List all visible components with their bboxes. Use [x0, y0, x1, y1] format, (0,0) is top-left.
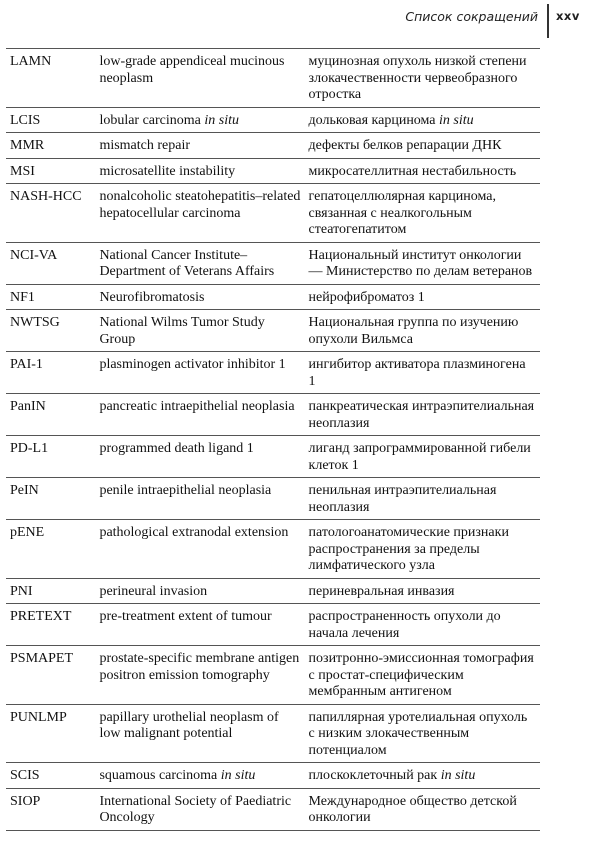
russian-term-text: муцинозная опухоль низкой степени злокачественности червеобразного отростка	[308, 54, 527, 102]
english-term-cell	[95, 310, 304, 352]
abbreviation-cell: PAI-1	[6, 352, 95, 394]
abbreviation-cell: MMR	[6, 133, 95, 159]
russian-term-text: Национальный институт онкологии — Министерство по делам ветеранов	[308, 247, 533, 279]
russian-term-cell	[305, 478, 540, 520]
abbreviation-cell: PRETEXT	[6, 604, 95, 646]
abbreviation-cell: MSI	[6, 158, 95, 184]
abbreviation-cell: NF1	[6, 284, 95, 310]
table-row	[6, 394, 540, 436]
english-term-cell	[95, 158, 304, 184]
abbreviation-cell: PUNLMP	[6, 704, 95, 763]
russian-term-text: панкреатическая интраэпителиальная неоплазия	[308, 399, 535, 431]
abbreviation-cell: pENE	[6, 520, 95, 579]
russian-term-italic: in situ	[439, 112, 474, 128]
russian-term-text: нейрофиброматоз 1	[308, 289, 425, 305]
english-term-cell	[95, 763, 304, 789]
english-term-cell	[95, 242, 304, 284]
russian-term-text: дольковая карцинома	[308, 112, 440, 128]
english-term-cell	[95, 184, 304, 243]
table-row	[6, 158, 540, 184]
abbreviation-cell: SCIS	[6, 763, 95, 789]
russian-term-cell	[305, 158, 540, 184]
russian-term-cell	[305, 107, 540, 133]
russian-term-cell	[305, 284, 540, 310]
abbreviation-cell: NCI-VA	[6, 242, 95, 284]
abbreviation-cell: LAMN	[6, 49, 95, 108]
english-term-cell	[95, 646, 304, 705]
table-row	[6, 478, 540, 520]
abbreviation-cell: SIOP	[6, 788, 95, 830]
english-term-cell	[95, 49, 304, 108]
table-row	[6, 184, 540, 243]
russian-term-cell	[305, 604, 540, 646]
english-term-text: squamous carcinoma	[99, 768, 221, 783]
abbreviations-table-body	[6, 49, 540, 831]
table-row	[6, 578, 540, 604]
table-row	[6, 646, 540, 705]
page-header	[0, 0, 590, 40]
abbreviation-cell: PanIN	[6, 394, 95, 436]
table-row	[6, 520, 540, 579]
english-term-cell	[95, 107, 304, 133]
table-row	[6, 49, 540, 108]
english-term-cell	[95, 352, 304, 394]
english-term-italic: in situ	[220, 768, 256, 783]
table-row	[6, 604, 540, 646]
abbreviation-cell: PeIN	[6, 478, 95, 520]
russian-term-cell	[305, 49, 540, 108]
abbreviation-cell: NASH-HCC	[6, 184, 95, 243]
abbreviation-cell: LCIS	[6, 107, 95, 133]
russian-term-cell	[305, 763, 540, 789]
table-row	[6, 352, 540, 394]
english-term-text: nonalcoholic steatohepatitis–related hepatocellular carcinoma	[99, 189, 301, 221]
russian-term-cell	[305, 704, 540, 763]
russian-term-text: патологоанатомические признаки распространения за пределы лимфатического узла	[308, 525, 509, 573]
russian-term-text: позитронно-эмиссионная томография с простат-специфическим мембранным антигеном	[308, 651, 534, 699]
russian-term-italic: in situ	[440, 768, 476, 783]
english-term-text: prostate-specific membrane antigen positron emission tomography	[99, 651, 300, 683]
english-term-cell	[95, 604, 304, 646]
english-term-text: pre-treatment extent of tumour	[99, 609, 272, 624]
english-term-text: low-grade appendiceal mucinous neoplasm	[99, 54, 285, 86]
english-term-text: National Wilms Tumor Study Group	[99, 315, 265, 347]
abbreviation-cell: PD-L1	[6, 436, 95, 478]
russian-term-cell	[305, 184, 540, 243]
english-term-text: National Cancer Institute–Department of Veterans Affairs	[99, 247, 275, 279]
russian-term-cell	[305, 436, 540, 478]
english-term-text: papillary urothelial neoplasm of low malignant potential	[99, 709, 279, 741]
russian-term-text: микросателлитная нестабильность	[308, 163, 517, 179]
russian-term-text: лиганд запрограммированной гибели клеток 1	[308, 441, 531, 473]
table-row	[6, 284, 540, 310]
table-row	[6, 704, 540, 763]
russian-term-text: плоскоклеточный рак	[308, 768, 441, 783]
running-title: Список сокращений	[405, 9, 538, 24]
english-term-cell	[95, 284, 304, 310]
english-term-cell	[95, 578, 304, 604]
table-row	[6, 310, 540, 352]
russian-term-cell	[305, 646, 540, 705]
abbreviations-table	[6, 48, 540, 831]
russian-term-text: распространенность опухоли до начала лечения	[308, 609, 501, 641]
english-term-text: penile intraepithelial neoplasia	[99, 483, 272, 498]
table-row	[6, 133, 540, 159]
english-term-italic: in situ	[204, 112, 240, 128]
russian-term-text: дефекты белков репарации ДНК	[308, 138, 502, 153]
table-row	[6, 107, 540, 133]
table-row	[6, 436, 540, 478]
russian-term-text: пенильная интраэпителиальная неоплазия	[308, 483, 497, 515]
english-term-text: Neurofibromatosis	[99, 289, 205, 305]
russian-term-text: Международное общество детской онкологии	[308, 793, 517, 825]
english-term-text: perineural invasion	[99, 583, 208, 599]
russian-term-cell	[305, 394, 540, 436]
english-term-cell	[95, 133, 304, 159]
russian-term-text: Национальная группа по изучению опухоли Вильмса	[308, 315, 519, 347]
english-term-cell	[95, 520, 304, 579]
abbreviation-cell: NWTSG	[6, 310, 95, 352]
table-row	[6, 788, 540, 830]
english-term-cell	[95, 478, 304, 520]
english-term-text: International Society of Paediatric Oncology	[99, 793, 292, 825]
abbreviation-cell: PSMAPET	[6, 646, 95, 705]
abbreviation-cell: PNI	[6, 578, 95, 604]
russian-term-text: периневральная инвазия	[308, 583, 455, 599]
russian-term-text: гепатоцеллюлярная карцинома, связанная с неалкогольным стеатогепатитом	[308, 189, 496, 237]
table-row	[6, 763, 540, 789]
english-term-text: mismatch repair	[99, 138, 191, 153]
english-term-cell	[95, 394, 304, 436]
russian-term-cell	[305, 352, 540, 394]
russian-term-cell	[305, 310, 540, 352]
russian-term-text: ингибитор активатора плазминогена 1	[308, 357, 526, 389]
english-term-cell	[95, 704, 304, 763]
table-row	[6, 242, 540, 284]
russian-term-cell	[305, 242, 540, 284]
page-number: xxv	[556, 9, 580, 23]
english-term-text: microsatellite instability	[99, 163, 236, 179]
english-term-text: pathological extranodal extension	[99, 525, 289, 540]
english-term-text: pancreatic intraepithelial neoplasia	[99, 399, 295, 414]
english-term-text: plasminogen activator inhibitor 1	[99, 357, 286, 372]
english-term-text: programmed death ligand 1	[99, 441, 254, 456]
english-term-text: lobular carcinoma	[99, 112, 205, 128]
header-divider	[547, 4, 549, 38]
russian-term-text: папиллярная уротелиальная опухоль с низким злокачественным потенциалом	[308, 709, 528, 758]
english-term-cell	[95, 436, 304, 478]
english-term-cell	[95, 788, 304, 830]
russian-term-cell	[305, 578, 540, 604]
russian-term-cell	[305, 520, 540, 579]
russian-term-cell	[305, 133, 540, 159]
russian-term-cell	[305, 788, 540, 830]
